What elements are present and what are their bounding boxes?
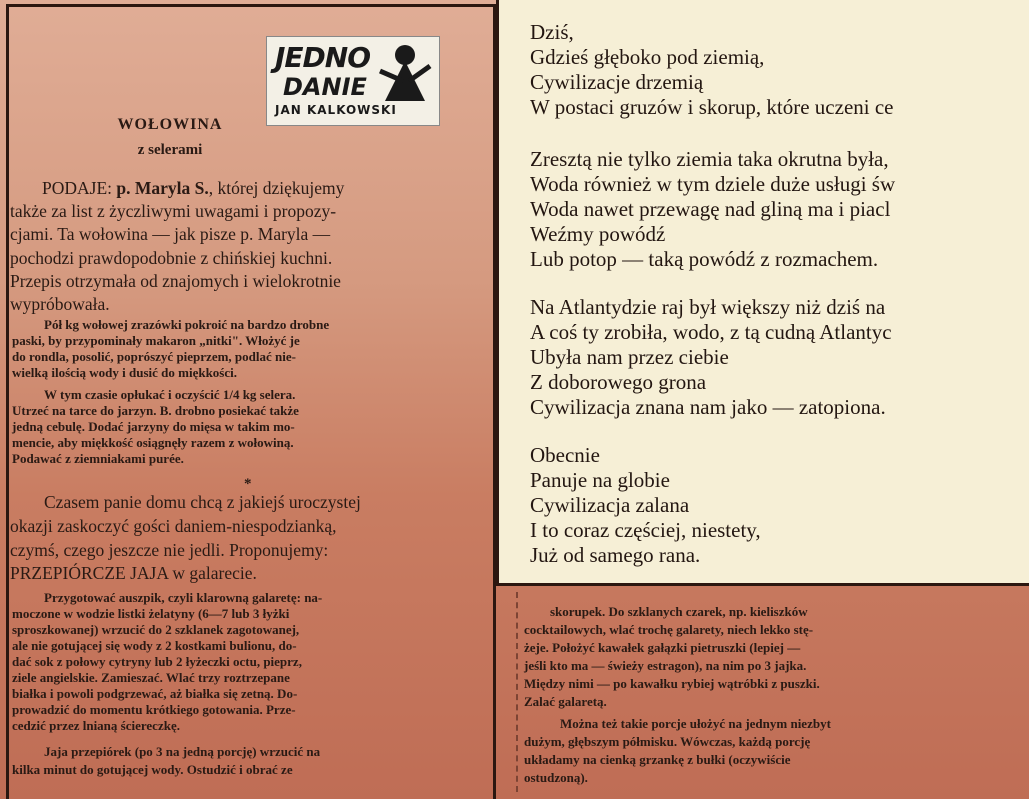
step2-line: moczone w wodzie listki żelatyny (6—7 lub 3 łyżki: [12, 606, 290, 621]
step2-line: dać sok z połowy cytryny lub 2 łyżeczki octu, pieprz,: [12, 654, 302, 669]
poem-line: Gdzieś głęboko pod ziemią,: [530, 45, 765, 69]
intro2-line: okazji zaskoczyć gości daniem-niespodzianką,: [10, 516, 337, 536]
logo-line2: DANIE: [283, 73, 367, 101]
step2-line: układamy na cienką grzankę z bułki (oczywiście: [524, 752, 791, 767]
step2-line: skorupek. Do szklanych czarek, np. kieliszków: [550, 604, 808, 619]
step2-line: Zalać galaretą.: [524, 694, 607, 709]
recipe-title: WOŁOWINA: [117, 116, 223, 133]
step-line: jedną cebulę. Dodać jarzyny do mięsa w takim mo-: [12, 419, 295, 434]
step2-line: jeśli kto ma — świeży estragon), na nim po 3 jajka.: [524, 658, 807, 673]
poem-line: Panuje na globie: [530, 468, 670, 492]
intro-line: także za list z życzliwymi uwagami i propozy-: [10, 201, 337, 221]
intro-line: cjami. Ta wołowina — jak pisze p. Maryla —: [10, 224, 331, 244]
poem-line: Woda nawet przewagę nad gliną ma i piacl: [530, 197, 891, 221]
column-divider: [516, 592, 518, 792]
step2-line: ziele angielskie. Zamieszać. Wlać trzy roztrzepane: [12, 670, 290, 685]
intro-line: pochodzi prawdopodobnie z chińskiej kuchni.: [10, 248, 333, 268]
poem-line: I to coraz częściej, niestety,: [530, 518, 761, 542]
step2-line: sproszkowanej) wrzucić do 2 szklanek zagotowanej,: [12, 622, 300, 637]
step-line: mencie, aby miękkość osiągnęły razem z wołowiną.: [12, 435, 294, 450]
recipe-subtitle: z selerami: [137, 142, 203, 158]
step-line: do rondla, posolić, poprószyć pieprzem, podlać nie-: [12, 349, 296, 364]
step2-line: dużym, głębszym półmisku. Wówczas, każdą porcję: [524, 734, 811, 749]
poem-line: Z doborowego grona: [530, 370, 707, 394]
chef-figure-icon: [375, 41, 435, 111]
step-line: Utrzeć na tarce do jarzyn. B. drobno posiekać także: [12, 403, 299, 418]
step2-line: Między nimi — po kawałku rybiej wątróbki z puszki.: [524, 676, 820, 691]
step-line: W tym czasie opłukać i oczyścić 1/4 kg selera.: [44, 387, 296, 402]
poem-line: Cywilizacja znana nam jako — zatopiona.: [530, 395, 886, 419]
step2-line: ale nie gotującej się wody z 2 kostkami bulionu, do-: [12, 638, 297, 653]
step2-line: Jaja przepiórek (po 3 na jedną porcję) wrzucić na: [44, 744, 321, 759]
dish-name: PRZEPIÓRCZE JAJA: [10, 563, 169, 583]
intro-text: , której dziękujemy: [208, 178, 345, 198]
dish-name-line: [10, 563, 257, 584]
poem-line: Już od samego rana.: [530, 543, 701, 567]
dish-suffix: w galarecie.: [168, 563, 257, 583]
column-logo: [266, 36, 440, 126]
poem-line: Woda również w tym dziele duże usługi św: [530, 172, 896, 196]
intro-name: p. Maryla S.: [116, 178, 209, 198]
intro2-line: Czasem panie domu chcą z jakiejś uroczystej: [44, 492, 361, 512]
logo-author: JAN KALKOWSKI: [275, 103, 397, 117]
intro-line: [42, 178, 344, 199]
poem-line: Dziś,: [530, 20, 574, 44]
step-line: wielką ilością wody i dusić do miękkości.: [12, 365, 237, 380]
poem-line: Zresztą nie tylko ziemia taka okrutna była,: [530, 147, 889, 171]
poem-line: A coś ty zrobiła, wodo, z tą cudną Atlantyc: [530, 320, 892, 344]
step2-line: prowadzić do momentu krótkiego gotowania. Prze-: [12, 702, 296, 717]
poem-line: Lub potop — taką powódź z rozmachem.: [530, 247, 879, 271]
step2-line: żeje. Położyć kawałek gałązki pietruszki (lepiej —: [524, 640, 801, 655]
step-line: paski, by przypominały makaron „nitki". Włożyć je: [12, 333, 300, 348]
step2-line: ostudzoną).: [524, 770, 588, 785]
intro2-line: czymś, czego jeszcze nie jedli. Proponujemy:: [10, 540, 329, 560]
poem-line: Ubyła nam przez ciebie: [530, 345, 729, 369]
step-line: Podawać z ziemniakami purée.: [12, 451, 184, 466]
step2-line: cedzić przez lnianą ściereczkę.: [12, 718, 180, 733]
step-line: Pół kg wołowej zrazówki pokroić na bardzo drobne: [44, 317, 330, 332]
poem-line: Obecnie: [530, 443, 600, 467]
step2-line: Przygotować auszpik, czyli klarowną galaretę: na-: [44, 590, 323, 605]
section-separator: *: [244, 476, 252, 492]
poem-line: Cywilizacja zalana: [530, 493, 690, 517]
step2-line: cocktailowych, wlać trochę galarety, niech lekko stę-: [524, 622, 814, 637]
poem-line: Weźmy powódź: [530, 222, 666, 246]
intro-text: PODAJE:: [42, 178, 117, 198]
poem-line: Cywilizacje drzemią: [530, 70, 704, 94]
intro-line: Przepis otrzymała od znajomych i wielokrotnie: [10, 271, 341, 291]
step2-line: białka i powoli podgrzewać, aż białka się zetną. Do-: [12, 686, 298, 701]
poem-line: Na Atlantydzie raj był większy niż dziś na: [530, 295, 886, 319]
intro-line: wypróbowała.: [10, 294, 110, 314]
step2-line: Można też takie porcje ułożyć na jednym niezbyt: [560, 716, 831, 731]
poem-line: W postaci gruzów i skorup, które uczeni ce: [530, 95, 894, 119]
poem-panel: [496, 0, 1029, 586]
step2-line: kilka minut do gotującej wody. Ostudzić i obrać ze: [12, 762, 293, 777]
logo-line1: JEDNO: [275, 41, 371, 74]
